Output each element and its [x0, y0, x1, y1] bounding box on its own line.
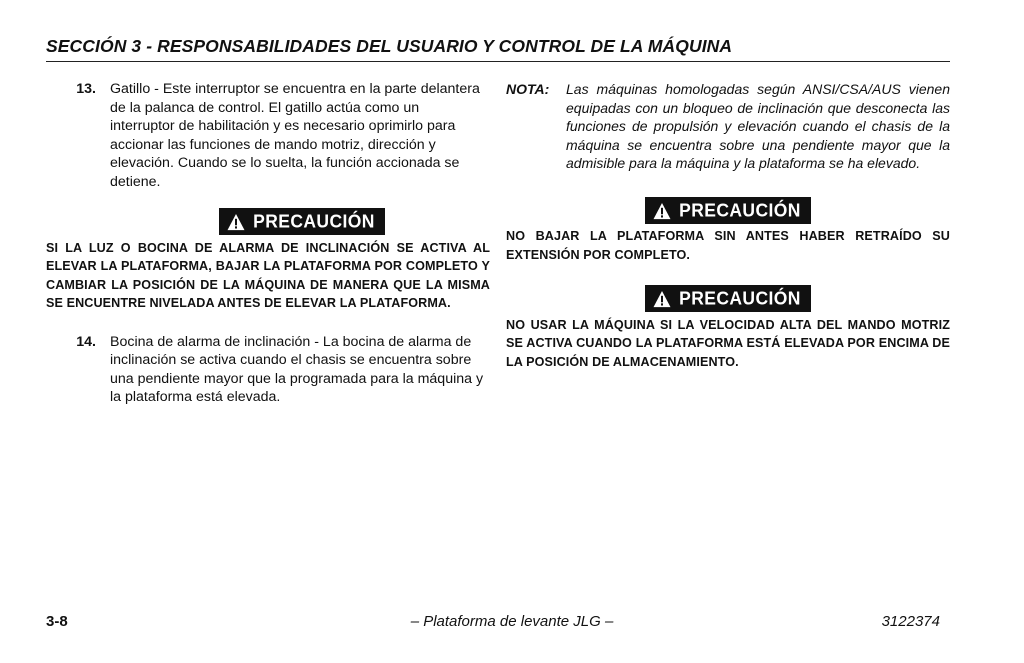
list-item-14	[46, 333, 490, 407]
caution-banner-2	[506, 198, 950, 224]
caution-label: PRECAUCIÓN	[645, 197, 811, 224]
warning-triangle-icon	[653, 201, 671, 218]
note-block	[506, 80, 950, 173]
list-item-13	[46, 80, 490, 191]
section-header: SECCIÓN 3 - RESPONSABILIDADES DEL USUARIO Y CONTROL DE LA MÁQUINA	[46, 36, 733, 56]
caution-label: PRECAUCIÓN	[645, 285, 811, 312]
caution-label: PRECAUCIÓN	[219, 208, 385, 235]
item-number: 13.	[76, 81, 96, 97]
page-number: 3-8	[46, 613, 68, 630]
warning-triangle-icon	[653, 290, 671, 307]
note-text: Las máquinas homologadas según ANSI/CSA/AUS vienen equipadas con un bloqueo de inclinación que desconecta las funciones de propulsión y elevación cuando el chasis de la máquina se encuentra sobre una pendiente mayor que la admisible para la máquina y la plataforma se ha elevado.	[566, 81, 950, 171]
caution-banner-3	[506, 286, 950, 312]
left-column	[46, 80, 490, 407]
item-text: Bocina de alarma de inclinación - La bocina de alarma de inclinación se activa cuando el chasis se encuentra sobre una pendiente mayor que la programada para la máquina y la plataforma está elevada.	[110, 333, 484, 406]
caution-banner-1	[46, 209, 490, 235]
caution-text-2: NO BAJAR LA PLATAFORMA SIN ANTES HABER RETRAÍDO SU EXTENSIÓN POR COMPLETO.	[506, 229, 950, 262]
header-rule	[46, 61, 950, 62]
caution-text-3: NO USAR LA MÁQUINA SI LA VELOCIDAD ALTA DEL MANDO MOTRIZ SE ACTIVA CUANDO LA PLATAFORMA ESTÁ ELEVADA POR ENCIMA DE LA POSICIÓN DE ALMACENAMIENTO.	[506, 317, 950, 369]
caution-text-1: SI LA LUZ O BOCINA DE ALARMA DE INCLINACIÓN SE ACTIVA AL ELEVAR LA PLATAFORMA, BAJAR LA PLATAFORMA POR COMPLETO Y CAMBIAR LA POSICIÓN DE LA MÁQUINA DE MANERA QUE LA MISMA SE ENCUENTRE NIVELADA ANTES DE ELEVAR LA PLATAFORMA.	[46, 240, 490, 311]
warning-triangle-icon	[227, 213, 245, 230]
note-label: NOTA:	[506, 81, 550, 97]
document-number: 3122374	[881, 613, 940, 630]
footer-title: – Plataforma de levante JLG –	[410, 613, 614, 630]
item-number: 14.	[76, 333, 96, 350]
item-text: Gatillo - Este interruptor se encuentra en la parte delantera de la palanca de control. El gatillo actúa como un interruptor de habilitación y es necesario oprimirlo para accionar las funciones de mando motriz, dirección y elevación. Cuando se lo suelta, la función accionada se detiene.	[110, 81, 480, 190]
right-column	[506, 80, 950, 371]
